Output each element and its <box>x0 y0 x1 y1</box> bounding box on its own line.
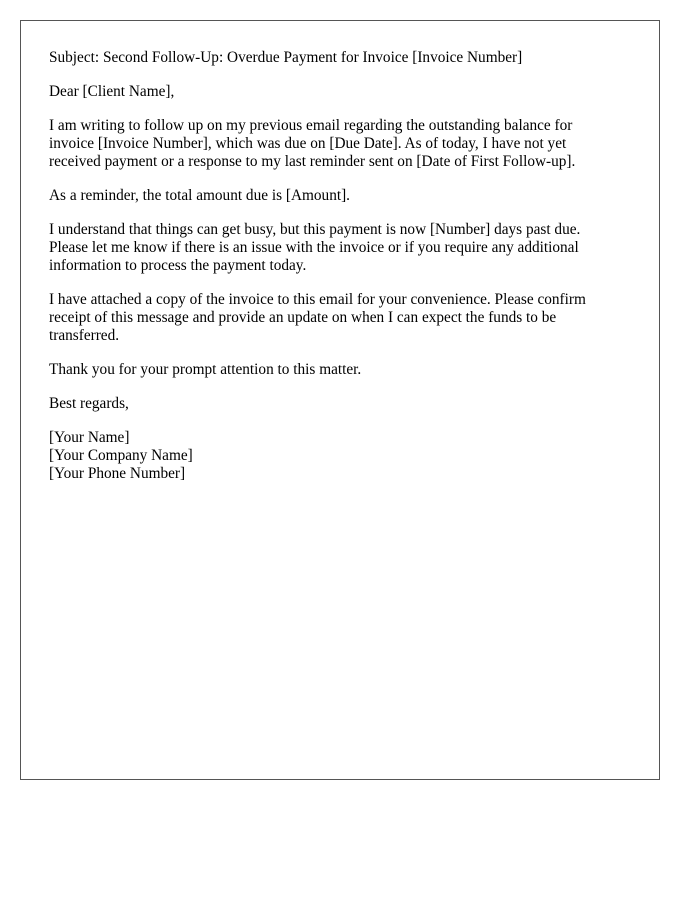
paragraph-intro: I am writing to follow up on my previous email regarding the outstanding balance for invoice [Invoice Number], which was due on [Due Date]. As of today, I have not yet received payment or a response to my last reminder sent on [Date of First Follow-up]. <box>49 117 576 170</box>
signature-block <box>49 429 619 483</box>
signature-name: [Your Name] <box>49 429 130 446</box>
paragraph-past-due: I understand that things can get busy, but this payment is now [Number] days past due. Please let me know if there is an issue with the invoice or if you require any additional information to process the payment today. <box>49 221 581 274</box>
paragraph-amount-reminder: As a reminder, the total amount due is [Amount]. <box>49 187 351 204</box>
signature-company: [Your Company Name] <box>49 447 193 464</box>
subject-line: Subject: Second Follow-Up: Overdue Payment for Invoice [Invoice Number] <box>49 49 523 66</box>
paragraph-attachment: I have attached a copy of the invoice to this email for your convenience. Please confirm receipt of this message and provide an update on when I can expect the funds to be transferred. <box>49 291 586 344</box>
paragraph-thanks: Thank you for your prompt attention to this matter. <box>49 361 362 378</box>
signature-phone: [Your Phone Number] <box>49 465 186 482</box>
letter-frame <box>20 20 660 780</box>
letter-body <box>49 49 619 483</box>
greeting: Dear [Client Name], <box>49 83 175 100</box>
closing: Best regards, <box>49 395 129 412</box>
